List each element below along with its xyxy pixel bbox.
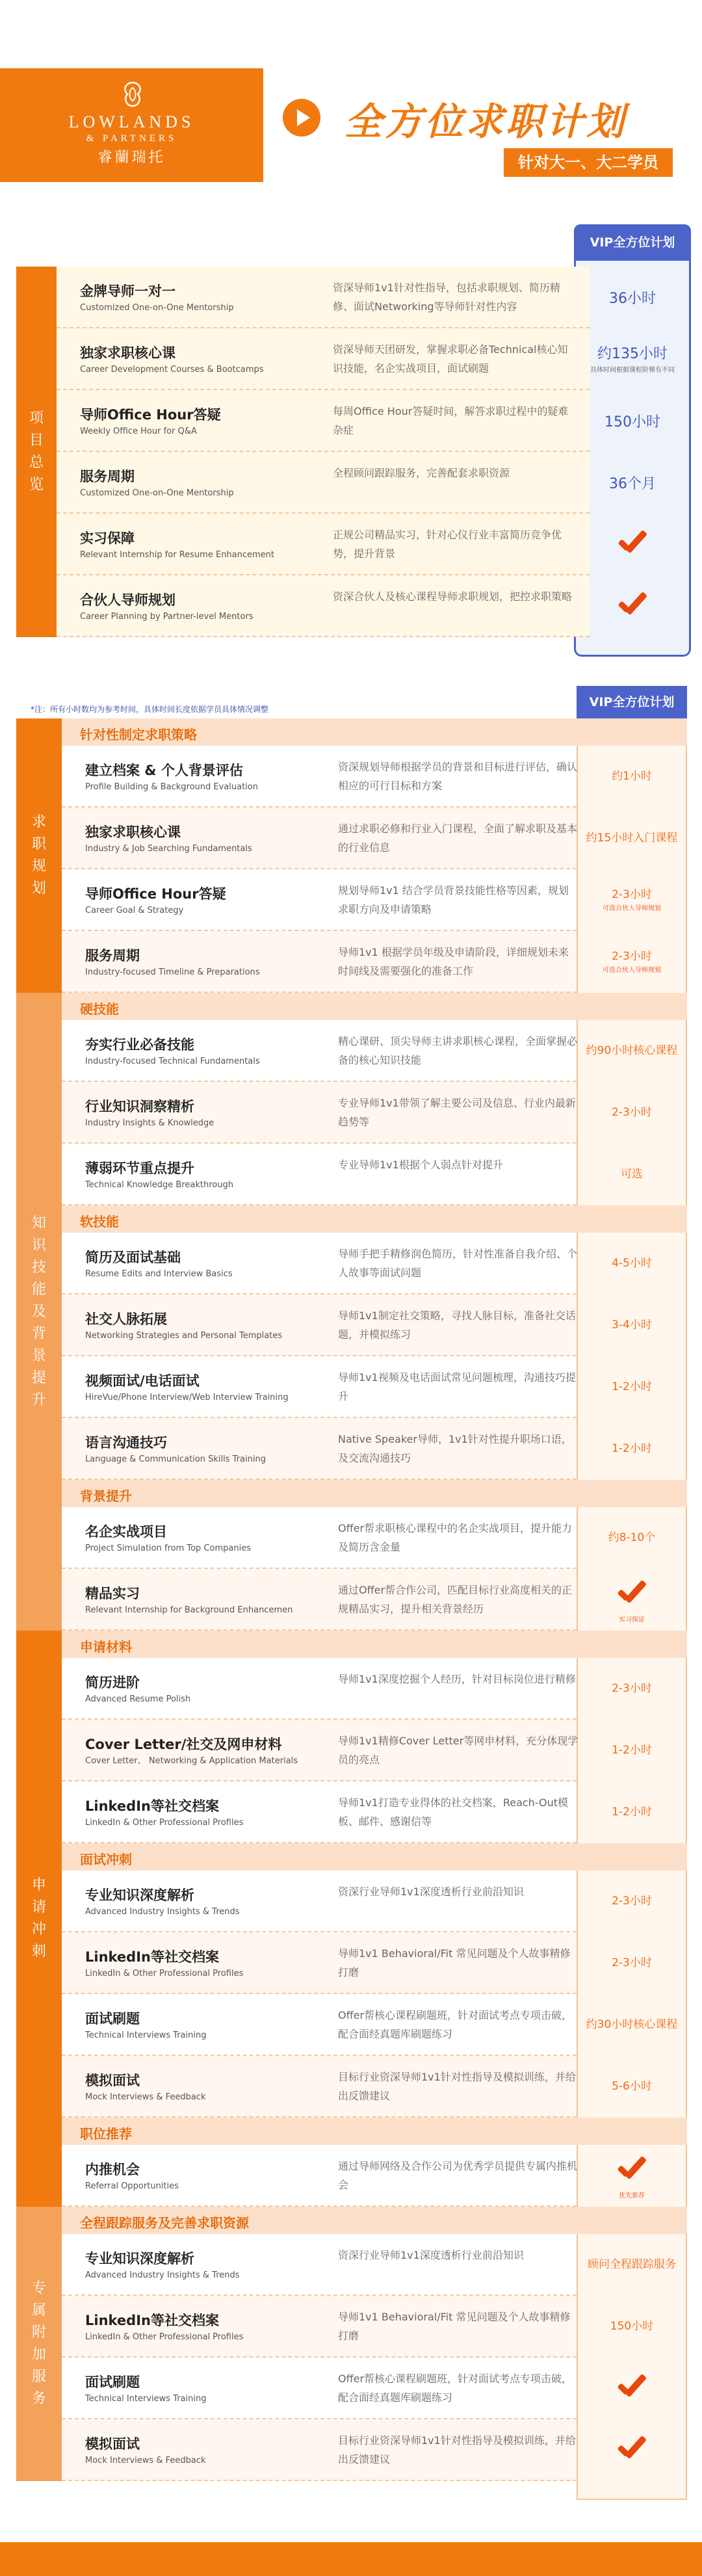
row-description: 导师1v1制定社交策略，寻找人脉目标，准备社交话题，并模拟练习 xyxy=(338,1309,576,1341)
row-english-title: Language & Communication Skills Training xyxy=(85,1454,266,1464)
side-label-char: 加 xyxy=(31,2346,46,2363)
vip-value-text: 4-5小时 xyxy=(612,1257,652,1270)
row-description: 导师手把手精修润色简历，针对性准备自我介绍、个人故事等面试问题 xyxy=(338,1248,578,1279)
overview-table xyxy=(16,224,686,653)
row-english-title: Profile Building & Background Evaluation xyxy=(85,782,258,792)
vip-value-text: 约30小时核心课程 xyxy=(586,2018,678,2031)
section-heading xyxy=(62,1843,687,1871)
section-heading xyxy=(62,1205,687,1233)
detail-row xyxy=(62,869,577,931)
row-english-title: HireVue/Phone Interview/Web Interview Training xyxy=(85,1393,289,1402)
row-description: 资深合伙人及核心课程导师求职规划，把控求职策略 xyxy=(333,590,573,603)
row-title: 建立档案 & 个人背景评估 xyxy=(85,763,243,778)
vip-value xyxy=(577,1256,687,1270)
row-title: 导师Office Hour答疑 xyxy=(80,407,221,423)
included-check-icon xyxy=(574,529,691,563)
group-side-label xyxy=(16,993,62,1631)
side-label-char: 背 xyxy=(31,1325,46,1342)
side-label-char: 规 xyxy=(31,858,46,874)
section-heading-text: 全程跟踪服务及完善求职资源 xyxy=(80,2215,249,2231)
row-description: 资深行业导师1v1深度透析行业前沿知识 xyxy=(338,1886,524,1898)
check-icon xyxy=(614,2435,650,2465)
logo-text-partners: & PARTNERS xyxy=(86,133,177,144)
row-english-title: Relevant Internship for Background Enhancemen xyxy=(85,1605,293,1615)
side-label-char: 划 xyxy=(31,880,46,897)
vip-value xyxy=(577,1894,687,1908)
row-description: 资深行业导师1v1深度透析行业前沿知识 xyxy=(338,2249,524,2261)
vip-plan-header: VIP全方位计划 xyxy=(574,224,691,261)
side-label-char: 览 xyxy=(29,477,44,493)
row-title: 面试刷题 xyxy=(85,2011,140,2027)
row-description: 资深导师天团研发，掌握求职必备Technical核心知识技能，名企实战项目，面试刷题 xyxy=(333,343,568,375)
vip-value xyxy=(577,1681,687,1696)
detail-row xyxy=(62,931,577,993)
row-english-title: Advanced Resume Polish xyxy=(85,1694,191,1704)
row-description: 通过导师网络及合作公司为优秀学员提供专属内推机会 xyxy=(338,2160,578,2191)
vip-value xyxy=(577,769,687,783)
detail-row xyxy=(62,2056,577,2118)
row-description: 导师1v1视频及电话面试常见问题梳理，沟通技巧提升 xyxy=(338,1371,576,1402)
row-title: 行业知识洞察精析 xyxy=(85,1099,194,1114)
detail-row xyxy=(62,746,577,808)
row-title: 独家求职核心课 xyxy=(80,345,176,361)
row-title: 模拟面试 xyxy=(85,2436,140,2452)
detail-row xyxy=(62,1295,577,1356)
side-label-char: 技 xyxy=(31,1259,46,1276)
group-side-label xyxy=(16,2207,62,2481)
side-label-char: 升 xyxy=(31,1391,46,1408)
row-english-title: Career Goal & Strategy xyxy=(85,906,184,915)
detail-row xyxy=(62,2296,577,2358)
side-label-char: 服 xyxy=(31,2369,46,2385)
section-heading-text: 申请材料 xyxy=(80,1639,132,1655)
row-description: 目标行业资深导师1v1针对性指导及模拟训练，并给出反馈建议 xyxy=(338,2434,576,2465)
row-title: 语言沟通技巧 xyxy=(85,1435,167,1451)
section-heading xyxy=(62,1631,687,1658)
vip-value-text: 2-3小时 xyxy=(612,1956,652,1969)
row-title: 视频面试/电话面试 xyxy=(85,1373,200,1389)
section-heading xyxy=(62,2118,687,2145)
section-heading-text: 职位推荐 xyxy=(80,2126,132,2142)
vip-value xyxy=(577,1956,687,1970)
detail-row xyxy=(62,1932,577,1994)
row-title: 服务周期 xyxy=(85,948,140,964)
vip-value xyxy=(574,343,691,374)
row-english-title: Industry Insights & Knowledge xyxy=(85,1118,214,1128)
vip-value xyxy=(577,887,687,916)
side-label-char: 务 xyxy=(31,2391,46,2407)
vip-value-text: 2-3小时 xyxy=(612,888,652,901)
side-label-char: 能 xyxy=(31,1281,46,1298)
detail-row xyxy=(62,1020,577,1082)
detail-row xyxy=(62,2358,577,2419)
vip-value xyxy=(574,473,691,493)
group-side-label xyxy=(16,1631,62,2207)
row-english-title: Industry & Job Searching Fundamentals xyxy=(85,844,252,854)
row-description: 导师1v1 Behavioral/Fit 常见问题及个人故事精修打磨 xyxy=(338,1947,571,1978)
row-description: 正规公司精品实习，针对心仪行业丰富简历竞争优势，提升背景 xyxy=(333,529,562,560)
row-english-title: Advanced Industry Insights & Trends xyxy=(85,1907,240,1917)
vip-value-note: 优先推荐 xyxy=(619,2192,645,2200)
row-description: 通过求职必修和行业入门课程，全面了解求职及基本的行业信息 xyxy=(338,822,578,854)
row-english-title: Resume Edits and Interview Basics xyxy=(85,1269,233,1279)
section-heading xyxy=(62,993,687,1020)
row-description: 每周Office Hour答疑时间，解答求职过程中的疑难杂症 xyxy=(333,405,569,436)
row-title: Cover Letter/社交及网申材料 xyxy=(85,1737,282,1752)
vip-value xyxy=(577,1441,687,1456)
row-title: LinkedIn等社交档案 xyxy=(85,1798,219,1814)
row-description: 通过Offer帮合作公司，匹配目标行业高度相关的正规精品实习，提升相关背景经历 xyxy=(338,1584,573,1615)
side-label-char: 请 xyxy=(31,1899,46,1915)
vip-value-text: 150小时 xyxy=(604,414,660,430)
vip-value xyxy=(577,2079,687,2094)
vip-value-text: 1-2小时 xyxy=(612,1806,652,1819)
row-english-title: Customized One-on-One Mentorship xyxy=(80,303,234,313)
row-description: 导师1v1 根据学员年级及申请阶段，详细规划未来时间线及需要强化的准备工作 xyxy=(338,946,569,977)
detail-row xyxy=(62,2234,577,2296)
row-english-title: Technical Interviews Training xyxy=(85,2394,207,2404)
detail-row xyxy=(62,1720,577,1781)
overview-row xyxy=(57,328,590,390)
row-description: 专业导师1v1根据个人弱点针对提升 xyxy=(338,1159,503,1171)
hours-footnote: *注：所有小时数均为参考时间，具体时间长度依据学员具体情况调整 xyxy=(31,705,269,714)
row-english-title: LinkedIn & Other Professional Profiles xyxy=(85,2332,244,2342)
vip-value xyxy=(577,2319,687,2333)
vip-value-text: 2-3小时 xyxy=(612,950,652,963)
detail-row xyxy=(62,2419,577,2481)
section-heading xyxy=(62,718,687,746)
section-heading xyxy=(62,1480,687,1507)
row-title: 社交人脉拓展 xyxy=(85,1311,167,1327)
row-description: 资深规划导师根据学员的背景和目标进行评估，确认相应的可行目标和方案 xyxy=(338,761,578,792)
row-english-title: Networking Strategies and Personal Templates xyxy=(85,1331,283,1341)
vip-value xyxy=(577,2257,687,2272)
vip-value-note: 具体时间根据课程阶梯有不同 xyxy=(590,367,675,374)
side-label-char: 职 xyxy=(31,836,46,852)
row-title: 独家求职核心课 xyxy=(85,824,181,840)
vip-value xyxy=(577,1743,687,1757)
side-label-char: 求 xyxy=(31,814,46,830)
vip-value-text: 1-2小时 xyxy=(612,1744,652,1757)
side-label-char: 冲 xyxy=(31,1921,46,1938)
section-heading-text: 软技能 xyxy=(80,1214,119,1229)
vip-value xyxy=(574,411,691,431)
detail-row xyxy=(62,1507,577,1569)
vip-value-note: 可选合伙人导师规划 xyxy=(603,967,661,974)
detail-row xyxy=(62,1658,577,1720)
vip-value-text: 2-3小时 xyxy=(612,1106,652,1119)
row-english-title: Career Development Courses & Bootcamps xyxy=(80,365,264,375)
row-title: 简历进阶 xyxy=(85,1675,140,1690)
side-label-char: 项 xyxy=(29,410,44,427)
page-header xyxy=(0,0,702,195)
row-title: 面试刷题 xyxy=(85,2374,140,2390)
side-label-char: 识 xyxy=(31,1237,46,1254)
check-icon xyxy=(614,529,651,559)
logo-mark-icon xyxy=(118,80,147,109)
row-description: 导师1v1 Behavioral/Fit 常见问题及个人故事精修打磨 xyxy=(338,2311,571,2342)
overview-row xyxy=(57,514,590,575)
row-title: 内推机会 xyxy=(85,2162,140,2177)
vip-value xyxy=(577,1380,687,1394)
vip-value-note: 可选合伙人导师规划 xyxy=(603,905,661,912)
detail-row xyxy=(62,1144,577,1205)
row-english-title: LinkedIn & Other Professional Profiles xyxy=(85,1969,244,1978)
row-english-title: Technical Interviews Training xyxy=(85,2031,207,2040)
row-title: 服务周期 xyxy=(80,469,135,484)
vip-value xyxy=(577,1105,687,1120)
side-label-char: 知 xyxy=(31,1215,46,1231)
side-label-char: 提 xyxy=(31,1369,46,1386)
row-english-title: Project Simulation from Top Companies xyxy=(85,1544,251,1553)
section-heading xyxy=(62,2207,687,2234)
included-check-icon xyxy=(577,2155,687,2203)
included-check-icon xyxy=(574,591,691,625)
row-title: LinkedIn等社交档案 xyxy=(85,2313,219,2328)
section-heading-text: 硬技能 xyxy=(80,1001,119,1017)
vip-value-text: 可选 xyxy=(621,1168,643,1181)
detail-row xyxy=(62,2145,577,2207)
row-description: Offer帮求职核心课程中的名企实战项目，提升能力及简历含金量 xyxy=(338,1522,573,1553)
side-label-char: 属 xyxy=(31,2302,46,2319)
detail-row xyxy=(62,1871,577,1932)
logo-text-cn: 睿蘭瑞托 xyxy=(98,150,166,166)
row-english-title: Referral Opportunities xyxy=(85,2181,179,2191)
side-label-char: 专 xyxy=(31,2280,46,2296)
included-check-icon xyxy=(577,2435,687,2469)
row-title: 夯实行业必备技能 xyxy=(85,1037,194,1053)
overview-side-label xyxy=(16,267,57,637)
vip-value-text: 3-4小时 xyxy=(612,1319,652,1332)
vip-value xyxy=(574,287,691,308)
page-title: 全方位求职计划 xyxy=(344,99,627,144)
row-description: 导师1v1精修Cover Letter等网申材料，充分体现学员的亮点 xyxy=(338,1735,578,1766)
logo-text-lowlands: LOWLANDS xyxy=(68,112,195,131)
row-description: 全程顾问跟踪服务，完善配套求职资源 xyxy=(333,467,510,479)
vip-value-text: 1-2小时 xyxy=(612,1442,652,1455)
vip-value xyxy=(577,1531,687,1545)
section-heading-text: 面试冲刺 xyxy=(80,1852,132,1867)
vip-value-text: 约15小时入门课程 xyxy=(586,832,678,845)
brand-logo xyxy=(0,68,263,182)
row-english-title: Technical Knowledge Breakthrough xyxy=(85,1180,233,1190)
side-label-char: 附 xyxy=(31,2324,46,2341)
vip-value-text: 2-3小时 xyxy=(612,1895,652,1908)
row-description: 专业导师1v1带领了解主要公司及信息、行业内最新趋势等 xyxy=(338,1097,576,1128)
side-label-char: 目 xyxy=(29,432,44,449)
vip-value-text: 5-6小时 xyxy=(612,2080,652,2093)
side-label-char: 及 xyxy=(31,1303,46,1320)
row-description: 导师1v1打造专业得体的社交档案，Reach-Out模板、邮件、感谢信等 xyxy=(338,1796,569,1828)
vip-value-text: 顾问全程跟踪服务 xyxy=(588,2258,676,2271)
vip-value xyxy=(577,2017,687,2032)
row-english-title: Mock Interviews & Feedback xyxy=(85,2092,206,2102)
row-title: 精品实习 xyxy=(85,1586,140,1601)
row-english-title: Cover Letter、 Networking & Application Materials xyxy=(85,1756,298,1766)
detail-table xyxy=(16,686,686,2500)
group-side-label xyxy=(16,718,62,993)
row-title: 合伙人导师规划 xyxy=(80,592,176,608)
check-icon xyxy=(614,1579,650,1609)
vip-value-text: 1-2小时 xyxy=(612,1380,652,1393)
overview-row xyxy=(57,452,590,514)
detail-row xyxy=(62,1781,577,1843)
overview-row xyxy=(57,575,590,637)
vip-value-text: 约135小时 xyxy=(597,346,668,362)
row-title: 导师Office Hour答疑 xyxy=(85,886,226,902)
included-check-icon xyxy=(577,2373,687,2407)
row-title: 金牌导师一对一 xyxy=(80,283,176,299)
detail-row xyxy=(62,1082,577,1144)
vip-value xyxy=(577,1044,687,1058)
row-english-title: Career Planning by Partner-level Mentors xyxy=(80,612,254,622)
row-title: 模拟面试 xyxy=(85,2073,140,2088)
page-footer-bar xyxy=(0,2542,702,2576)
row-description: 精心课研、顶尖导师主讲求职核心课程，全面掌握必备的核心知识技能 xyxy=(338,1035,578,1066)
vip-value-note: 实习保证 xyxy=(619,1616,645,1623)
page-subtitle-badge: 针对大一、大二学员 xyxy=(504,148,673,177)
row-description: 规划导师1v1 结合学员背景技能性格等因素，规划求职方向及申请策略 xyxy=(338,884,569,915)
row-description: 导师1v1深度挖掘个人经历，针对目标岗位进行精修 xyxy=(338,1673,576,1685)
section-heading-text: 针对性制定求职策略 xyxy=(80,727,197,743)
check-icon xyxy=(614,2373,650,2403)
row-description: Native Speaker导师，1v1针对性提升职场口语，及交流沟通技巧 xyxy=(338,1433,572,1464)
detail-row xyxy=(62,1356,577,1418)
row-english-title: Customized One-on-One Mentorship xyxy=(80,488,234,498)
vip-value-text: 约8-10个 xyxy=(608,1531,656,1544)
vip-value-text: 约90小时核心课程 xyxy=(586,1044,678,1057)
row-title: 简历及面试基础 xyxy=(85,1250,181,1265)
vip-value xyxy=(577,1167,687,1181)
side-label-char: 申 xyxy=(31,1877,46,1893)
detail-row xyxy=(62,1233,577,1295)
side-label-char: 总 xyxy=(29,454,44,471)
row-description: Offer帮核心课程刷题班，针对面试考点专项击破，配合面经真题库刷题练习 xyxy=(338,2372,573,2404)
row-english-title: Weekly Office Hour for Q&A xyxy=(80,427,197,436)
check-icon xyxy=(614,2155,650,2185)
row-english-title: Industry-focused Technical Fundamentals xyxy=(85,1057,260,1066)
included-check-icon xyxy=(577,1579,687,1627)
row-english-title: Industry-focused Timeline & Preparations xyxy=(85,967,260,977)
row-english-title: Mock Interviews & Feedback xyxy=(85,2456,206,2465)
overview-row xyxy=(57,390,590,452)
row-description: Offer帮核心课程刷题班，针对面试考点专项击破，配合面经真题库刷题练习 xyxy=(338,2009,573,2040)
row-description: 目标行业资深导师1v1针对性指导及模拟训练，并给出反馈建议 xyxy=(338,2071,576,2102)
overview-row xyxy=(57,267,590,328)
detail-row xyxy=(62,1569,577,1631)
vip-value-text: 36小时 xyxy=(609,291,656,307)
side-label-char: 景 xyxy=(31,1347,46,1364)
play-icon xyxy=(283,99,320,137)
row-description: 资深导师1v1针对性指导，包括求职规划、简历精修、面试Networking等导师针对性内容 xyxy=(333,282,560,313)
detail-row xyxy=(62,1994,577,2056)
vip-value xyxy=(577,949,687,978)
row-title: 实习保障 xyxy=(80,531,135,546)
vip-value xyxy=(577,831,687,845)
check-icon xyxy=(614,591,651,621)
row-english-title: LinkedIn & Other Professional Profiles xyxy=(85,1818,244,1828)
vip-plan-header-detail: VIP全方位计划 xyxy=(577,686,687,718)
vip-value-text: 约1小时 xyxy=(612,770,652,783)
row-title: 专业知识深度解析 xyxy=(85,1887,194,1903)
detail-row xyxy=(62,1418,577,1480)
section-heading-text: 背景提升 xyxy=(80,1488,132,1504)
row-english-title: Advanced Industry Insights & Trends xyxy=(85,2270,240,2280)
row-title: 名企实战项目 xyxy=(85,1524,167,1540)
vip-value xyxy=(577,1318,687,1332)
vip-value-text: 150小时 xyxy=(610,2320,654,2333)
vip-value-text: 2-3小时 xyxy=(612,1682,652,1695)
row-title: 专业知识深度解析 xyxy=(85,2251,194,2267)
vip-value-text: 36个月 xyxy=(609,476,656,492)
side-label-char: 刺 xyxy=(31,1943,46,1960)
detail-row xyxy=(62,808,577,869)
row-title: LinkedIn等社交档案 xyxy=(85,1949,219,1965)
vip-value xyxy=(577,1805,687,1819)
row-title: 薄弱环节重点提升 xyxy=(85,1161,194,1176)
row-english-title: Relevant Internship for Resume Enhancement xyxy=(80,550,275,560)
